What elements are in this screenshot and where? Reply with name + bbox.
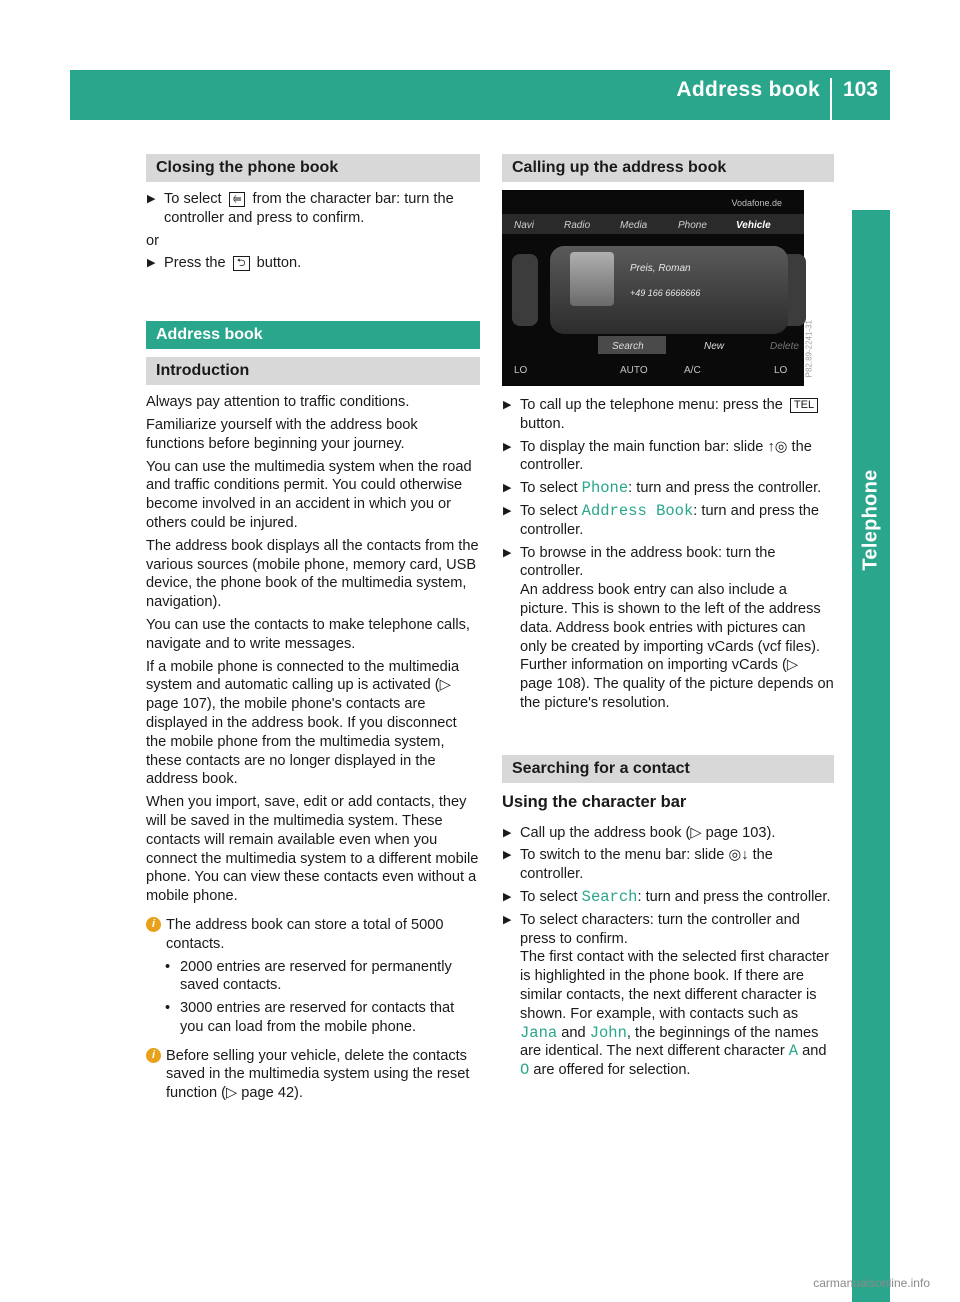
calling-step-4: ▶ To select Address Book: turn and press the controller. — [503, 501, 820, 538]
contact-phone: +49 166 6666666 — [630, 288, 701, 298]
info-note: i Before selling your vehicle, delete the contacts saved in the multimedia system using the reset function (▷ page 42). — [146, 1047, 480, 1103]
bullet-icon: • — [165, 1000, 171, 1017]
or-text: or — [146, 232, 159, 249]
search-step-4: ▶ To select characters: turn the controller and press to confirm. The first contact with the selected first character is highlighted in the phone book. If there are similar contacts, the next different character is shown. For example, with contacts such as Jana and John, the beginnings of the names are identical. The next different character A and O are offered for selection. — [502, 911, 834, 1080]
image-code: P82.89-2241-31 — [804, 320, 813, 378]
paragraph: Always pay attention to traffic conditions. — [146, 394, 410, 411]
right-column — [502, 154, 834, 1084]
search-step-3: ▶ To select Search: turn and press the controller. — [503, 887, 831, 906]
screen-tab: New — [704, 341, 725, 352]
screen-tab-bar — [502, 336, 804, 354]
paragraph: Familiarize yourself with the address book functions before beginning your journey. — [146, 416, 418, 452]
bullet-icon: • — [165, 958, 171, 975]
calling-step-2: ▶ To display the main function bar: slide ↑◎ the controller. — [503, 438, 812, 474]
screen-status: Vodafone.de — [731, 198, 782, 208]
slide-up-controller-icon: ↑◎ — [767, 438, 788, 455]
calling-step-5: ▶ To browse in the address book: turn the controller. An address book entry can also include a picture. This is shown to the left of the address data. Address book entries with pictures can only be created by importing vCards (vcf files). Further information on importing vCards (▷ page 108). The quality of the picture depends on the picture's resolution. — [503, 544, 834, 711]
paragraph: You can use the multimedia system when the road and traffic conditions permit. You could otherwise become involved in an accident in which you or others could be injured. — [146, 458, 472, 531]
calling-heading: Calling up the address book — [502, 154, 834, 182]
step-arrow-icon: ▶ — [503, 399, 512, 411]
screen-menu-item: Vehicle — [736, 220, 771, 231]
closing-step-2: ▶ Press the ⮌ button. — [147, 255, 302, 272]
term-john: John — [589, 1023, 627, 1042]
step-arrow-icon: ▶ — [503, 504, 512, 517]
back-button-icon: ⮌ — [233, 256, 250, 271]
step-detail: An address book entry can also include a picture. This is shown to the left of the address data. Address book entries with pictures can only be created by importing vCards (vcf files). Further information on importing vCards (▷ page 108). The quality of the picture depends on the picture's resolution. — [520, 582, 834, 711]
list-item: • 2000 entries are reserved for permanently saved contacts. — [165, 958, 452, 994]
step-arrow-icon: ▶ — [503, 849, 512, 862]
slide-down-controller-icon: ◎↓ — [728, 847, 749, 864]
step-detail: The first contact with the selected first character is highlighted in the phone book. If there are similar contacts, the next different character is shown. For example, with contacts such as Jana and John, the beginnings of the names are identical. The next different character A and O are offered for selection. — [520, 949, 830, 1080]
screen-menu-item: Radio — [564, 220, 591, 231]
term-search: Search — [581, 887, 638, 906]
watermark: carmanualsonline.info — [813, 1276, 930, 1290]
step-arrow-icon: ▶ — [503, 913, 512, 926]
side-tab — [852, 210, 890, 1302]
list-item: • 3000 entries are reserved for contacts that you can load from the mobile phone. — [165, 1000, 455, 1035]
page-number: 103 — [842, 78, 878, 101]
step-arrow-icon: ▶ — [503, 890, 512, 903]
tel-key-icon: TEL — [790, 398, 818, 413]
term-a: A — [788, 1042, 799, 1061]
header-title: Address book — [676, 78, 820, 101]
closing-step-1: ▶ To select ⥢ from the character bar: turn the controller and press to confirm. — [147, 191, 454, 226]
step-arrow-icon: ▶ — [147, 193, 156, 205]
search-step-1: ▶ Call up the address book (▷ page 103). — [503, 824, 776, 841]
term-jana: Jana — [520, 1023, 558, 1042]
screen-menu-item: Phone — [678, 220, 707, 231]
search-step-2: ▶ To switch to the menu bar: slide ◎↓ the controller. — [503, 847, 773, 883]
character-bar-heading: Using the character bar — [502, 792, 687, 811]
header-divider — [830, 78, 832, 120]
paragraph: If a mobile phone is connected to the multimedia system and automatic calling up is activated (▷ page 107), the mobile phone's contacts are displayed in the address book. If you disconnect the mobile phone from the multimedia system, these contacts are no longer displayed in the address book. — [146, 658, 460, 788]
screen-tab: Search — [612, 341, 644, 352]
info-icon: i — [146, 1048, 161, 1063]
header-bar — [70, 70, 890, 120]
info-note: i The address book can store a total of 5000 contacts. — [146, 916, 480, 954]
contact-photo — [570, 252, 614, 306]
step-arrow-icon: ▶ — [503, 826, 512, 839]
step-arrow-icon: ▶ — [147, 257, 156, 270]
left-column — [146, 154, 480, 1107]
step-arrow-icon: ▶ — [503, 440, 512, 453]
address-book-heading: Address book — [146, 321, 480, 349]
calling-step-3: ▶ To select Phone: turn and press the controller. — [503, 479, 822, 498]
step-arrow-icon: ▶ — [503, 482, 512, 495]
climate-bar: LO AUTO A/C LO — [514, 365, 788, 376]
back-char-icon: ⥢ — [229, 192, 246, 207]
paragraph: When you import, save, edit or add contacts, they will be saved in the multimedia system. These contacts will remain available even when you connect the multimedia system to a different mobile phone. You can view these contacts even without a mobile phone. — [146, 794, 479, 905]
contact-card — [550, 246, 788, 334]
screen-menu-item: Navi — [514, 220, 535, 231]
side-tab-label: Telephone — [859, 469, 882, 571]
multimedia-screenshot — [502, 190, 813, 386]
screen-tab: Delete — [770, 341, 799, 352]
contact-name: Preis, Roman — [630, 263, 691, 274]
screen-menu-item: Media — [620, 220, 648, 231]
paragraph: The address book displays all the contacts from the various sources (mobile phone, memory card, USB device, the phone book of the multimedia system, navigation). — [146, 537, 479, 611]
term-o: O — [520, 1061, 530, 1080]
searching-heading: Searching for a contact — [502, 755, 834, 783]
calling-step-1: ▶ To call up the telephone menu: press the TEL button. — [502, 396, 834, 434]
term-phone: Phone — [581, 479, 629, 498]
paragraph: You can use the contacts to make telephone calls, navigate and to write messages. — [146, 616, 470, 652]
step-arrow-icon: ▶ — [503, 546, 512, 559]
introduction-heading: Introduction — [146, 357, 480, 385]
screen-menu-bar — [502, 214, 804, 234]
closing-heading: Closing the phone book — [146, 154, 480, 182]
info-icon: i — [146, 917, 161, 932]
term-address-book: Address Book — [581, 501, 694, 520]
